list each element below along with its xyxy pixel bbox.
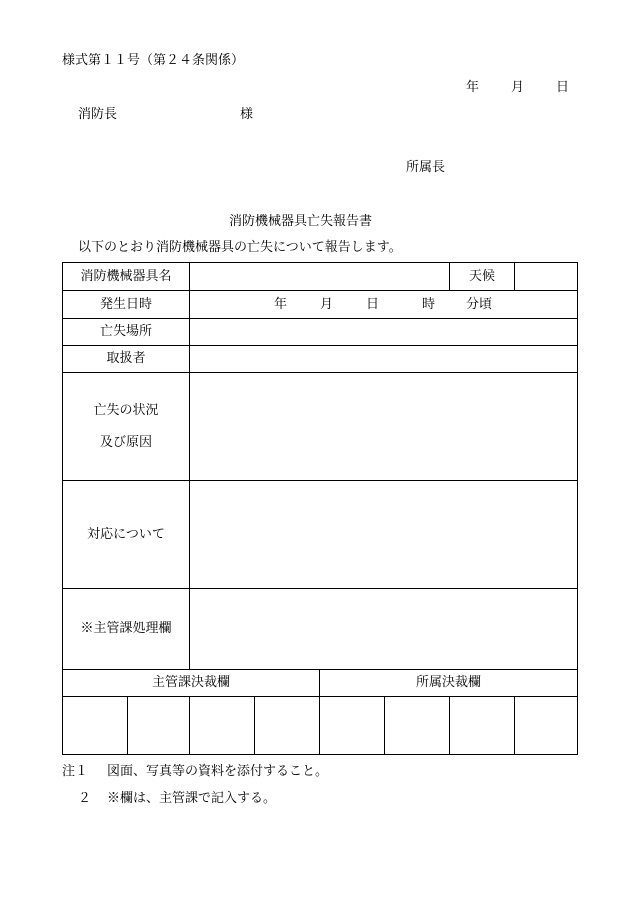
row-section [63,589,578,670]
handler-field[interactable] [190,346,578,373]
form-number: 様式第１１号（第２４条関係） [62,53,245,68]
main-stamp-cell-4[interactable] [255,697,320,755]
place-field[interactable] [190,319,578,346]
weather-field[interactable] [515,263,578,291]
response-label: 対応について [63,481,190,589]
row-equipment [63,263,578,291]
occurrence-minute-unit: 分頃 [466,296,493,312]
equipment-name-label: 消防機械器具名 [63,263,190,291]
note-1-marker: 注１ [62,764,89,779]
main-decision-label: 主管課決裁欄 [63,670,320,697]
handler-label: 取扱者 [63,346,190,373]
date-day-unit: 日 [556,80,570,95]
affiliation-decision-label: 所属決裁欄 [320,670,578,697]
section-label: ※主管課処理欄 [63,589,190,670]
affiliation-stamp-cell-4[interactable] [515,697,578,755]
report-table [62,262,578,755]
affiliation-stamp-cell-3[interactable] [450,697,515,755]
document-title: 消防機械器具亡失報告書 [229,214,373,229]
occurrence-hour-unit: 時 [422,296,436,312]
row-response [63,481,578,589]
situation-label-line-2: 及び原因 [100,434,153,450]
place-label: 亡失場所 [63,319,190,346]
row-decision-stamps [63,697,578,755]
date-year-unit: 年 [466,80,480,95]
occurrence-label: 発生日時 [63,291,190,319]
situation-label [63,373,190,481]
note-2-marker: ２ [78,791,92,806]
row-place [63,319,578,346]
weather-label: 天候 [450,263,515,291]
row-occurrence [63,291,578,319]
row-decision-headers [63,670,578,697]
occurrence-day-unit: 日 [366,296,380,312]
occurrence-year-unit: 年 [274,296,288,312]
equipment-name-field[interactable] [190,263,450,291]
intro-text: 以下のとおり消防機械器具の亡失について報告します。 [78,240,402,255]
addressee-title: 消防長 [78,107,118,122]
date-month-unit: 月 [511,80,525,95]
note-1-text: 図面、写真等の資料を添付すること。 [107,764,329,779]
addressee-honorific: 様 [240,107,254,122]
section-field[interactable] [190,589,578,670]
row-situation [63,373,578,481]
row-handler [63,346,578,373]
situation-field[interactable] [190,373,578,481]
response-field[interactable] [190,481,578,589]
sender-title: 所属長 [406,160,446,175]
occurrence-field[interactable] [190,291,578,319]
note-2-text: ※欄は、主管課で記入する。 [107,791,277,806]
affiliation-stamp-cell-2[interactable] [385,697,450,755]
affiliation-stamp-cell-1[interactable] [320,697,385,755]
situation-label-line-1: 亡失の状況 [93,402,159,418]
main-stamp-cell-2[interactable] [128,697,190,755]
occurrence-month-unit: 月 [320,296,334,312]
main-stamp-cell-1[interactable] [63,697,128,755]
main-stamp-cell-3[interactable] [190,697,255,755]
